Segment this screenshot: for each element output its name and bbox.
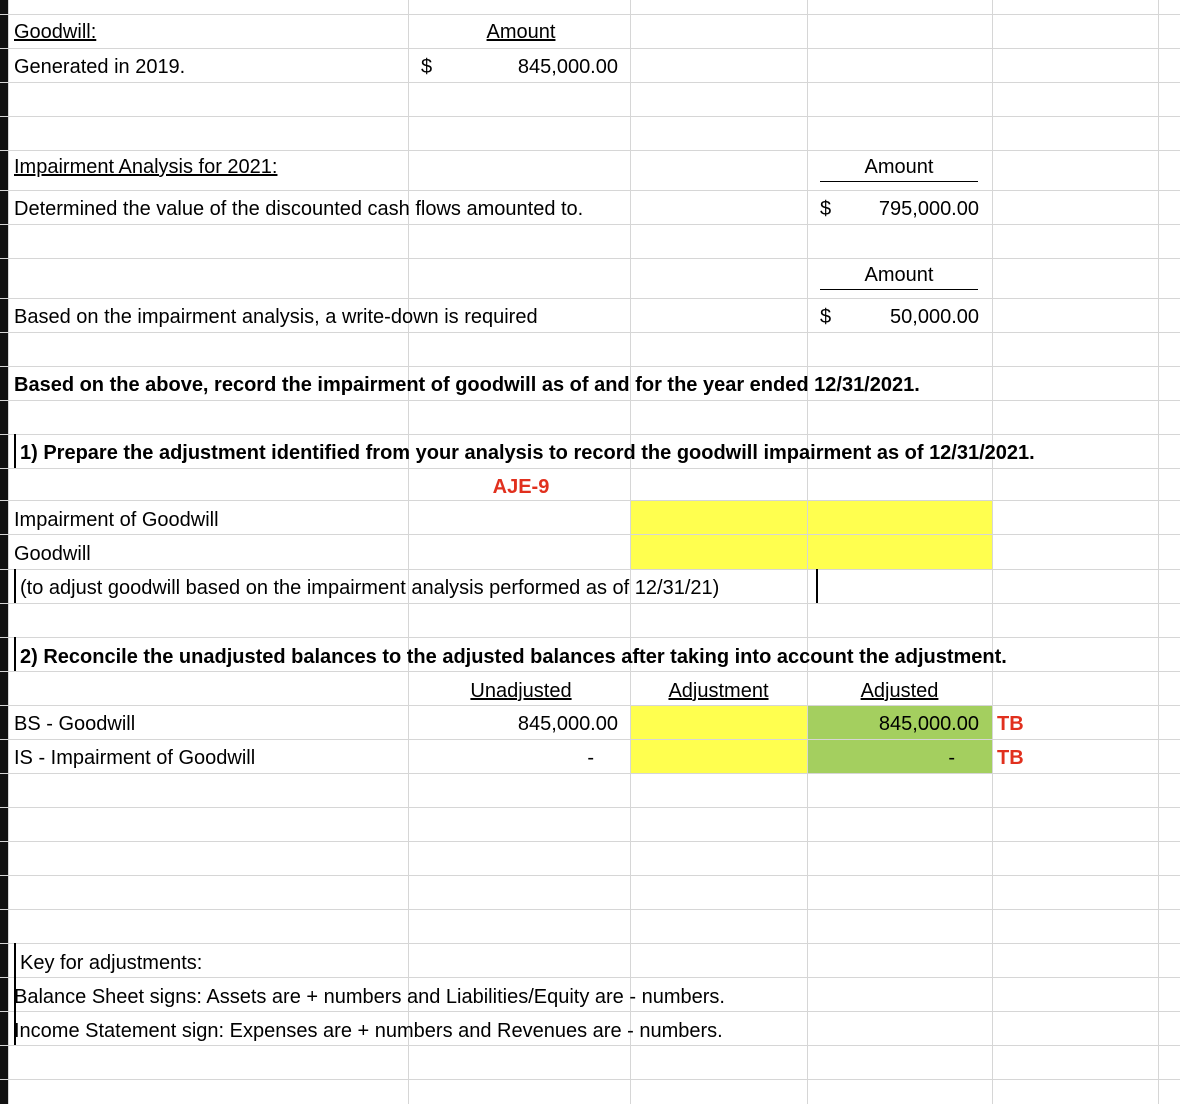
header-unadjusted: Unadjusted xyxy=(470,680,572,702)
row-header-edge xyxy=(0,0,8,1104)
writedown-currency: $ xyxy=(820,306,832,328)
aje-memo: (to adjust goodwill based on the impairment analysis performed as of 12/31/21) xyxy=(20,577,720,599)
tb-tag-goodwill: TB xyxy=(997,713,1024,735)
writedown-header-underline xyxy=(820,289,978,290)
writedown-amount-header: Amount xyxy=(864,264,934,286)
key-line-balance-sheet: Balance Sheet signs: Assets are + numbers and Liabilities/Equity are - numbers. xyxy=(14,986,725,1008)
header-adjusted: Adjusted xyxy=(860,680,939,702)
cell-border-memo xyxy=(14,569,16,603)
writedown-label: Based on the impairment analysis, a write-down is required xyxy=(14,306,538,328)
goodwill-generated-label: Generated in 2019. xyxy=(14,56,186,78)
unadjusted-goodwill: 845,000.00 xyxy=(517,713,618,735)
aje-debit-input-cell[interactable] xyxy=(630,500,992,534)
adjustment-input-goodwill[interactable] xyxy=(630,705,807,739)
row-label-bs-goodwill: BS - Goodwill xyxy=(14,713,136,735)
unadjusted-impairment: - xyxy=(587,747,594,769)
aje-credit-input-cell[interactable] xyxy=(630,535,992,569)
dcf-amount: 795,000.00 xyxy=(878,198,979,220)
impairment-amount-header: Amount xyxy=(864,156,934,178)
dcf-label: Determined the value of the discounted cash flows amounted to. xyxy=(14,198,584,220)
goodwill-amount-header: Amount xyxy=(486,21,556,43)
goodwill-heading: Goodwill: xyxy=(14,21,97,43)
writedown-amount: 50,000.00 xyxy=(890,306,979,328)
adjusted-impairment-value: - xyxy=(948,747,955,769)
key-line-income-statement: Income Statement sign: Expenses are + numbers and Revenues are - numbers. xyxy=(14,1020,723,1042)
adjusted-goodwill-value: 845,000.00 xyxy=(878,713,979,735)
credit-account-label: Goodwill xyxy=(14,543,91,565)
tb-tag-impairment: TB xyxy=(997,747,1024,769)
cell-border-q2 xyxy=(14,637,16,671)
impairment-heading: Impairment Analysis for 2021: xyxy=(14,156,278,178)
cell-border-memo-right xyxy=(816,569,818,603)
row-label-is-impairment: IS - Impairment of Goodwill xyxy=(14,747,256,769)
question1-title: 1) Prepare the adjustment identified from your analysis to record the goodwill impairment as of 12/31/2021. xyxy=(20,442,1035,464)
aje-label: AJE-9 xyxy=(492,476,550,498)
dcf-currency: $ xyxy=(820,198,832,220)
goodwill-generated-amount: 845,000.00 xyxy=(517,56,618,78)
question2-title: 2) Reconcile the unadjusted balances to the adjusted balances after taking into account the adjustment. xyxy=(20,646,1007,668)
debit-account-label: Impairment of Goodwill xyxy=(14,509,219,531)
key-title: Key for adjustments: xyxy=(20,952,203,974)
adjustment-input-impairment[interactable] xyxy=(630,740,807,774)
header-adjustment: Adjustment xyxy=(668,680,769,702)
amount-header-underline xyxy=(820,181,978,182)
instruction-text: Based on the above, record the impairment of goodwill as of and for the year ended 12/31/2021. xyxy=(14,374,920,396)
cell-border-q1 xyxy=(14,434,16,468)
goodwill-currency: $ xyxy=(421,56,433,78)
